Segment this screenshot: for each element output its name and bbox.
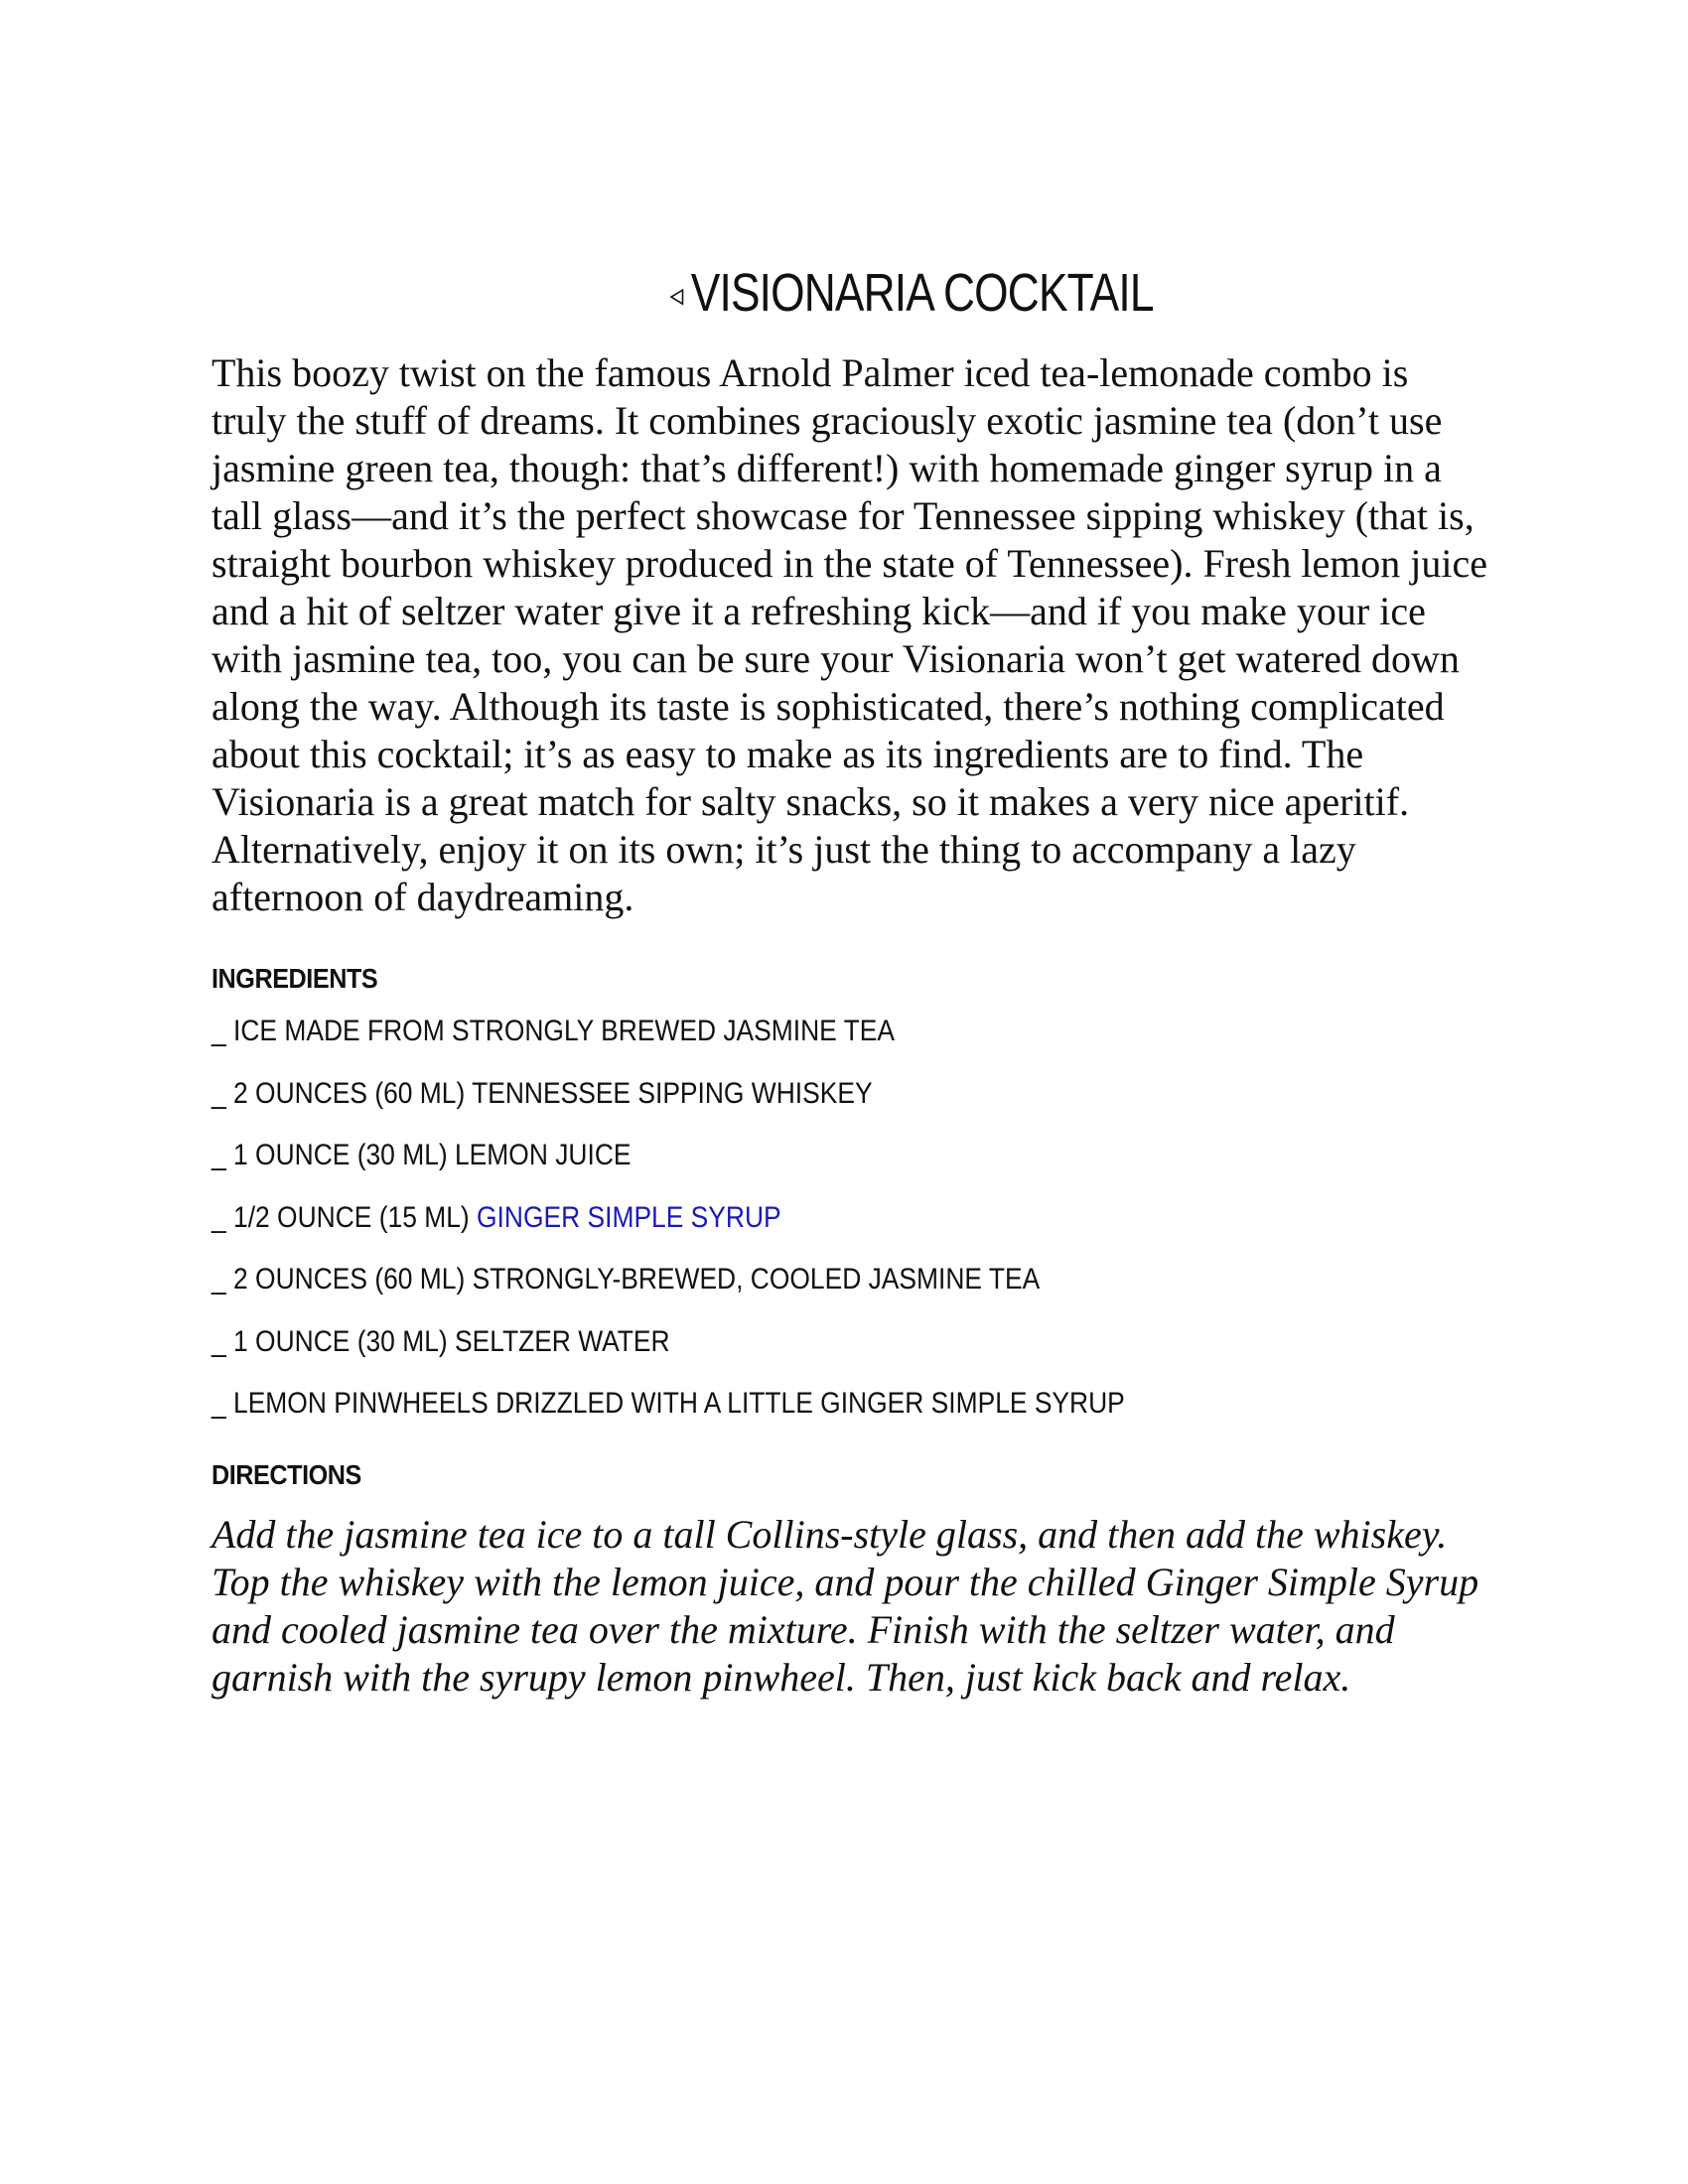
ingredient-item (211, 1076, 1338, 1142)
ingredient-item (211, 1141, 1338, 1203)
back-triangle-icon[interactable]: ◃ (669, 275, 683, 314)
recipe-intro: This boozy twist on the famous Arnold Palmer iced tea-lemonade combo is truly the stuff of dreams. It combines graciously exotic jasmine tea (don’t use jasmine green tea, though: that’s different!) with homemade ginger syrup in a tall glass—and it’s the perfect showcase for Tennessee sipping whiskey (that is, straight bourbon whiskey produced in the state of Tennessee). Fresh lemon juice and a hit of seltzer water give it a refreshing kick—and if you make your ice with jasmine tea, too, you can be sure your Visionaria won’t get watered down along the way. Although its taste is sophisticated, there’s nothing complicated about this cocktail; it’s as easy to make as its ingredients are to find. The Visionaria is a great match for salty snacks, so it makes a very nice aperitif. Alternatively, enjoy it on its own; it’s just the thing to accompany a lazy afternoon of daydreaming. (211, 350, 1488, 919)
ingredient-text: _ 2 OUNCES (60 ML) STRONGLY-BREWED, COOLED JASMINE TEA (211, 1263, 1041, 1296)
page-title: VISIONARIA COCKTAIL (690, 263, 1154, 323)
ingredient-text: _ LEMON PINWHEELS DRIZZLED WITH A LITTLE GINGER SIMPLE SYRUP (211, 1387, 1125, 1420)
directions-heading: DIRECTIONS (211, 1458, 361, 1490)
ingredient-item (211, 1324, 1338, 1390)
ginger-simple-syrup-link[interactable]: GINGER SIMPLE SYRUP (477, 1200, 781, 1234)
ingredient-item (211, 1200, 1338, 1266)
ingredient-item (211, 1389, 1338, 1451)
ingredient-text: _ 1 OUNCE (30 ML) SELTZER WATER (211, 1324, 670, 1358)
ingredient-text: _ 2 OUNCES (60 ML) TENNESSEE SIPPING WHISKEY (211, 1076, 873, 1110)
ingredient-item (211, 1017, 1338, 1079)
recipe-title-row (435, 256, 1387, 330)
ingredient-list (211, 1017, 1492, 1451)
ingredients-heading: INGREDIENTS (211, 963, 378, 994)
ingredient-item (211, 1265, 1338, 1327)
recipe-page (211, 256, 1492, 1741)
ingredient-text: _ 1/2 OUNCE (15 ML) (211, 1200, 478, 1234)
directions-text: Add the jasmine tea ice to a tall Collins-style glass, and then add the whiskey. Top the whiskey with the lemon juice, and pour the chilled Ginger Simple Syrup and cooled jasmine tea over the mixture. Finish with the seltzer water, and garnish with the syrupy lemon pinwheel. Then, just kick back and relax. (211, 1511, 1479, 1700)
ingredient-text: _ 1 OUNCE (30 ML) LEMON JUICE (211, 1139, 632, 1171)
ingredient-text: _ ICE MADE FROM STRONGLY BREWED JASMINE TEA (211, 1015, 895, 1047)
